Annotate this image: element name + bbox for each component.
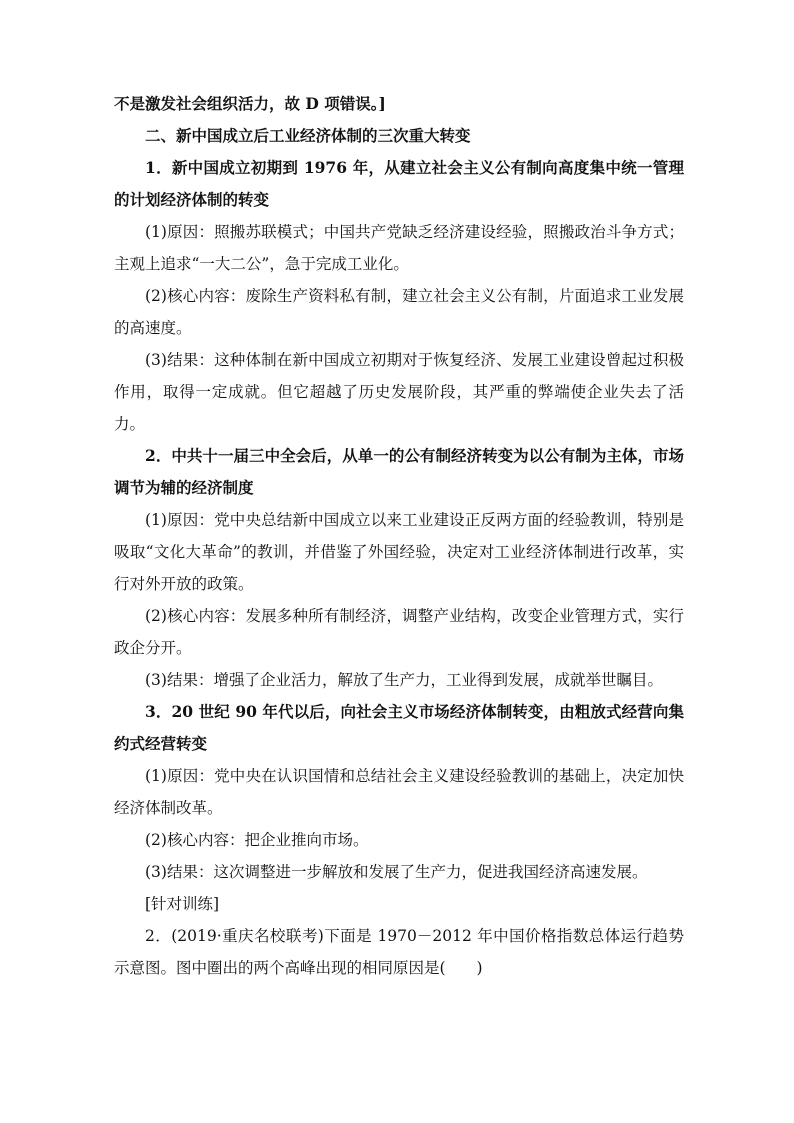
practice-label: [针对训练] bbox=[145, 895, 220, 913]
document-page bbox=[114, 88, 684, 984]
paragraph-reason-1: (1)原因：照搬苏联模式；中国共产党缺乏经济建设经验，照搬政治斗争方式；主观上追求“一大二公”，急于完成工业化。 bbox=[114, 223, 684, 273]
paragraph-reason-2: (1)原因：党中央总结新中国成立以来工业建设正反两方面的经验教训，特别是吸取“文化大革命”的教训，并借鉴了外国经验，决定对工业经济体制进行改革，实行对外开放的政策。 bbox=[114, 511, 684, 593]
section-heading: 二、新中国成立后工业经济体制的三次重大转变 bbox=[145, 126, 471, 145]
paragraph-reason-3: (1)原因：党中央在认识国情和总结社会主义建设经验教训的基础上，决定加快经济体制改革。 bbox=[114, 767, 684, 817]
answer-explanation-end: 不是激发社会组织活力，故 D 项错误。] bbox=[114, 94, 386, 113]
paragraph-content-2: (2)核心内容：发展多种所有制经济，调整产业结构，改变企业管理方式，实行政企分开。 bbox=[114, 607, 684, 657]
paragraph-result-1: (3)结果：这种体制在新中国成立初期对于恢复经济、发展工业建设曾起过积极作用，取得一定成就。但它超越了历史发展阶段，其严重的弊端使企业失去了活力。 bbox=[114, 351, 684, 433]
paragraph-result-2: (3)结果：增强了企业活力，解放了生产力，工业得到发展，成就举世瞩目。 bbox=[145, 671, 663, 689]
subheading-1: 1．新中国成立初期到 1976 年，从建立社会主义公有制向高度集中统一管理的计划经济体制的转变 bbox=[114, 158, 684, 209]
question-2: 2．(2019·重庆名校联考)下面是 1970－2012 年中国价格指数总体运行趋势示意图。图中圈出的两个高峰出现的相同原因是( ) bbox=[114, 927, 684, 977]
paragraph-content-3: (2)核心内容：把企业推向市场。 bbox=[145, 831, 369, 849]
subheading-2: 2．中共十一届三中全会后，从单一的公有制经济转变为以公有制为主体，市场调节为辅的经济制度 bbox=[114, 446, 684, 497]
paragraph-content-1: (2)核心内容：废除生产资料私有制，建立社会主义公有制，片面追求工业发展的高速度。 bbox=[114, 287, 684, 337]
paragraph-result-3: (3)结果：这次调整进一步解放和发展了生产力，促进我国经济高速发展。 bbox=[145, 863, 648, 881]
subheading-3: 3．20 世纪 90 年代以后，向社会主义市场经济体制转变，由粗放式经营向集约式经营转变 bbox=[114, 702, 684, 753]
